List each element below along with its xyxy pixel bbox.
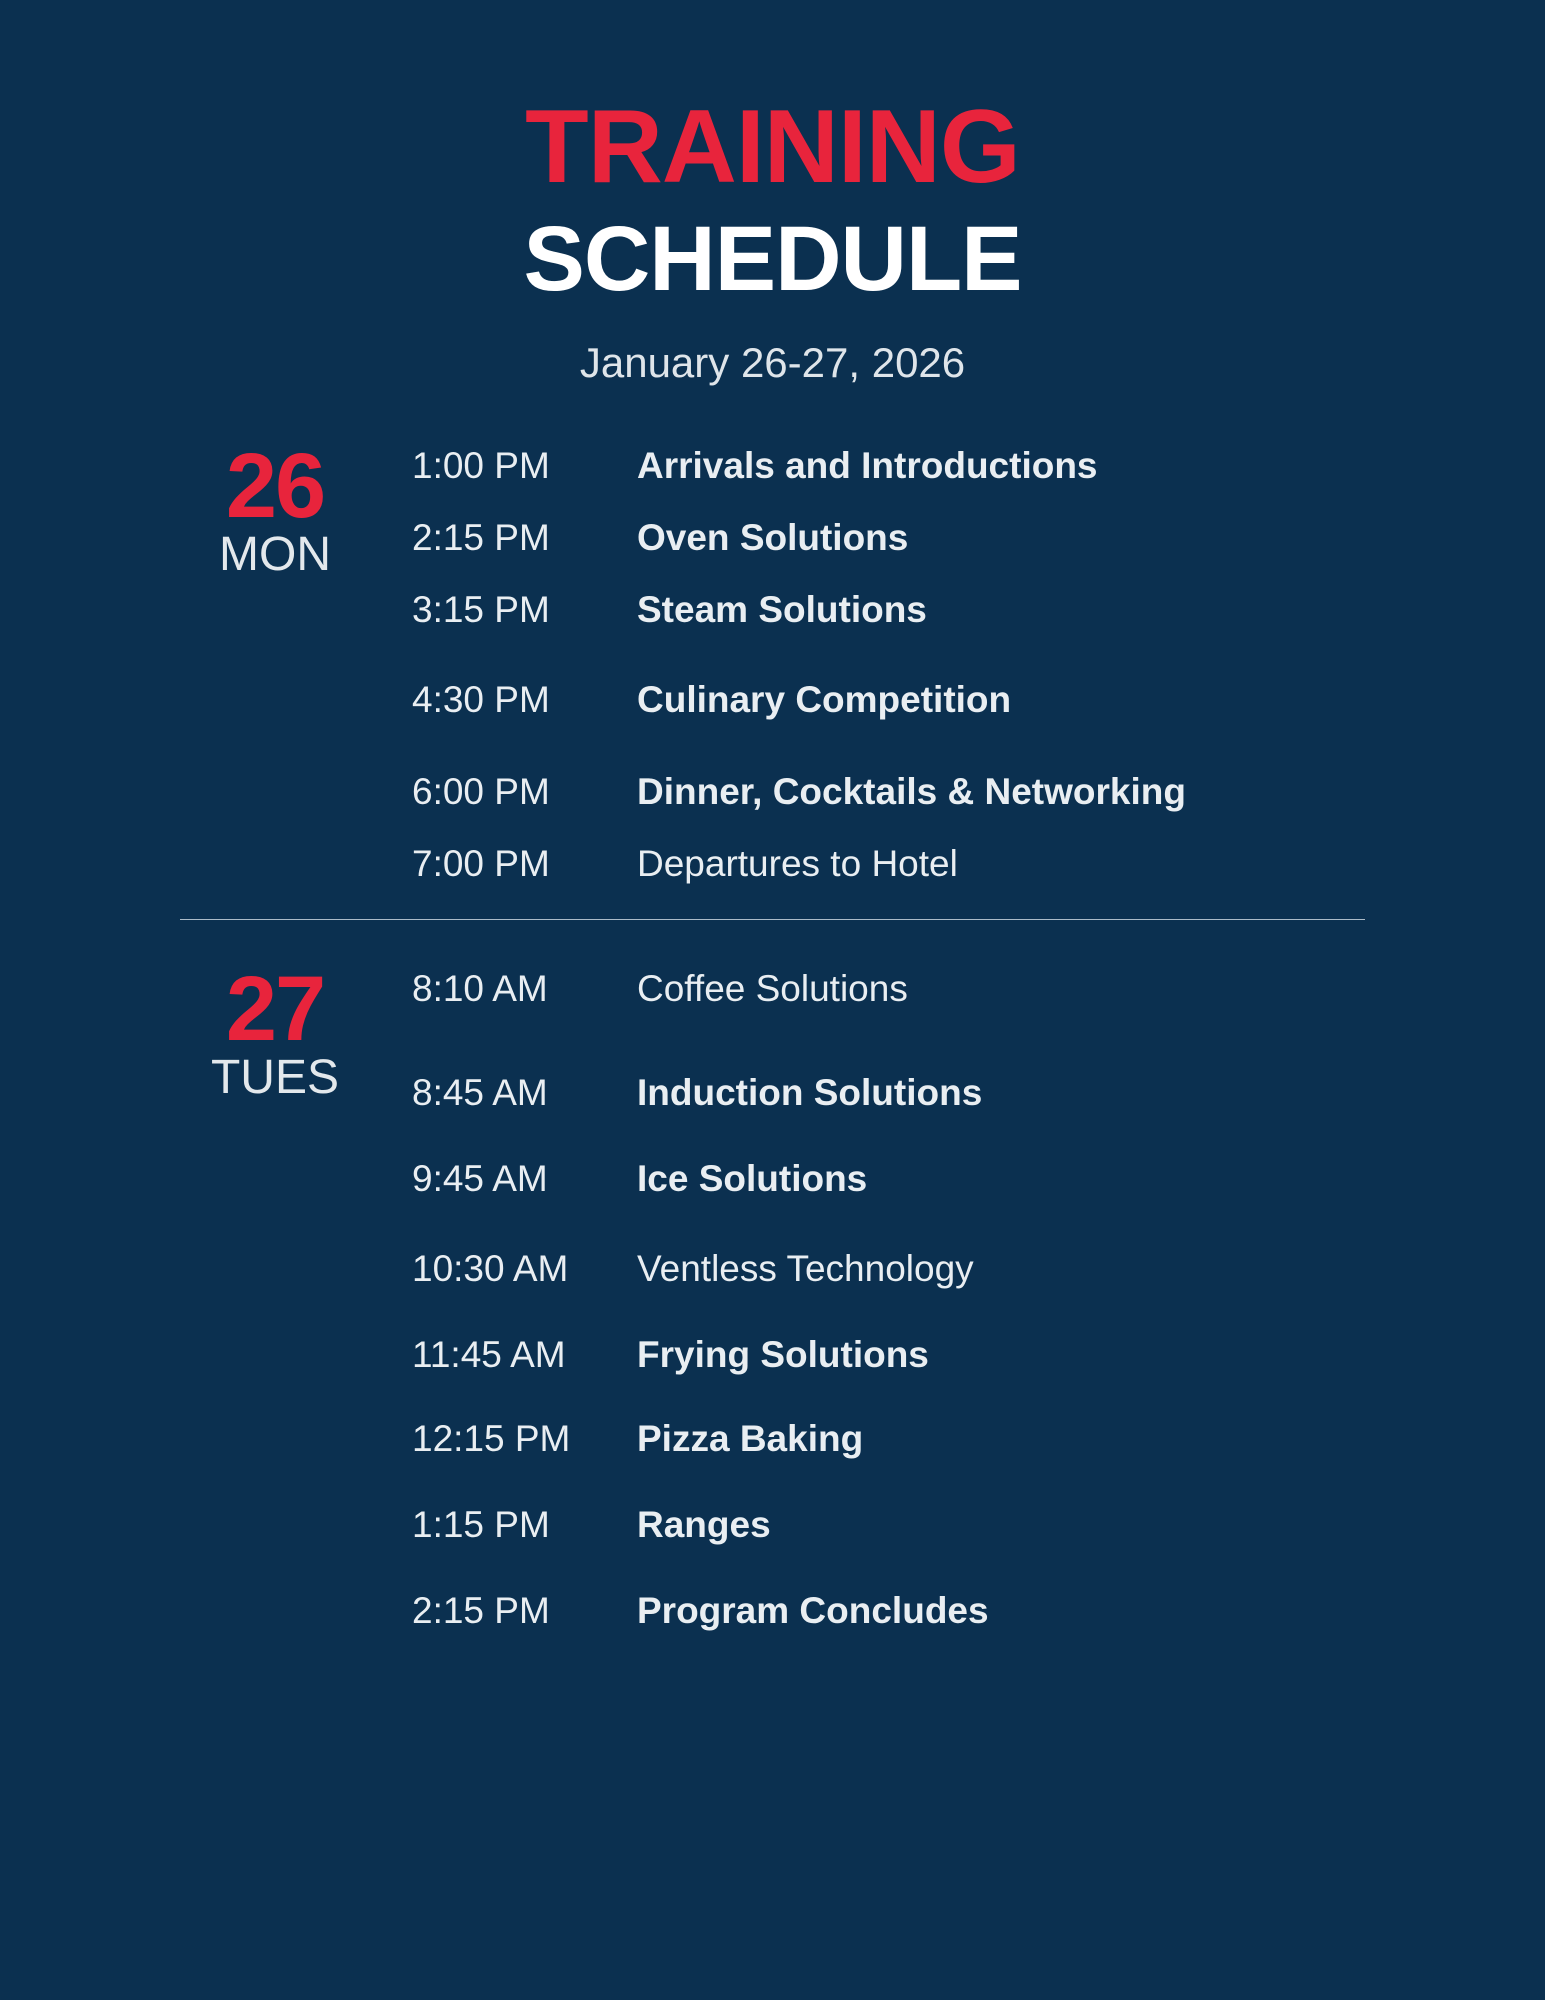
session-time: 2:15 PM [412,1589,550,1631]
session-time: 1:00 PM [412,444,550,486]
list-item [412,968,1545,1010]
session-time: 3:15 PM [412,588,550,630]
session-time: 7:00 PM [412,842,550,884]
list-item [412,1072,1545,1114]
session-label: Oven Solutions [637,516,909,558]
day-block-1 [0,434,1545,885]
list-item [412,1504,1545,1546]
day-name: MON [219,528,331,582]
poster-header [0,0,1545,387]
session-label: Program Concludes [637,1589,989,1631]
session-label: Ice Solutions [637,1157,868,1199]
day-divider [180,919,1365,920]
list-item [412,1158,1545,1200]
session-time: 9:45 AM [412,1157,548,1199]
list-item [412,589,1545,631]
list-item [412,771,1545,813]
session-time: 6:00 PM [412,770,550,812]
list-item [412,843,1545,885]
page-title-sub: SCHEDULE [523,208,1022,310]
session-label: Departures to Hotel [637,842,958,884]
session-list-2 [370,960,1545,1632]
list-item [412,1248,1545,1290]
day-marker-1 [180,434,370,582]
list-item [412,445,1545,487]
event-dates: January 26-27, 2026 [579,338,966,386]
day-number: 26 [225,434,325,537]
day-block-2 [0,920,1545,1632]
day-number: 27 [225,957,325,1060]
session-label: Steam Solutions [637,588,927,630]
session-time: 10:30 AM [412,1247,569,1289]
session-label: Ventless Technology [637,1247,974,1289]
session-list-1 [370,437,1545,885]
list-item [412,679,1545,721]
session-label: Pizza Baking [637,1417,864,1459]
session-label: Arrivals and Introductions [637,444,1098,486]
session-label: Dinner, Cocktails & Networking [637,770,1186,812]
page-title-main: TRAINING [525,89,1020,205]
session-time: 8:45 AM [412,1071,548,1113]
session-label: Induction Solutions [637,1071,983,1113]
session-label: Culinary Competition [637,678,1012,720]
day-name: TUES [210,1051,339,1105]
session-label: Ranges [637,1503,771,1545]
list-item [412,517,1545,559]
schedule-body [0,387,1545,1632]
session-time: 4:30 PM [412,678,550,720]
session-label: Frying Solutions [637,1333,929,1375]
list-item [412,1418,1545,1460]
session-time: 1:15 PM [412,1503,550,1545]
list-item [412,1334,1545,1376]
session-time: 2:15 PM [412,516,550,558]
session-label: Coffee Solutions [637,967,908,1009]
session-time: 11:45 AM [412,1333,566,1375]
list-item [412,1590,1545,1632]
day-marker-2 [180,957,370,1105]
session-time: 12:15 PM [412,1417,571,1459]
session-time: 8:10 AM [412,967,548,1009]
